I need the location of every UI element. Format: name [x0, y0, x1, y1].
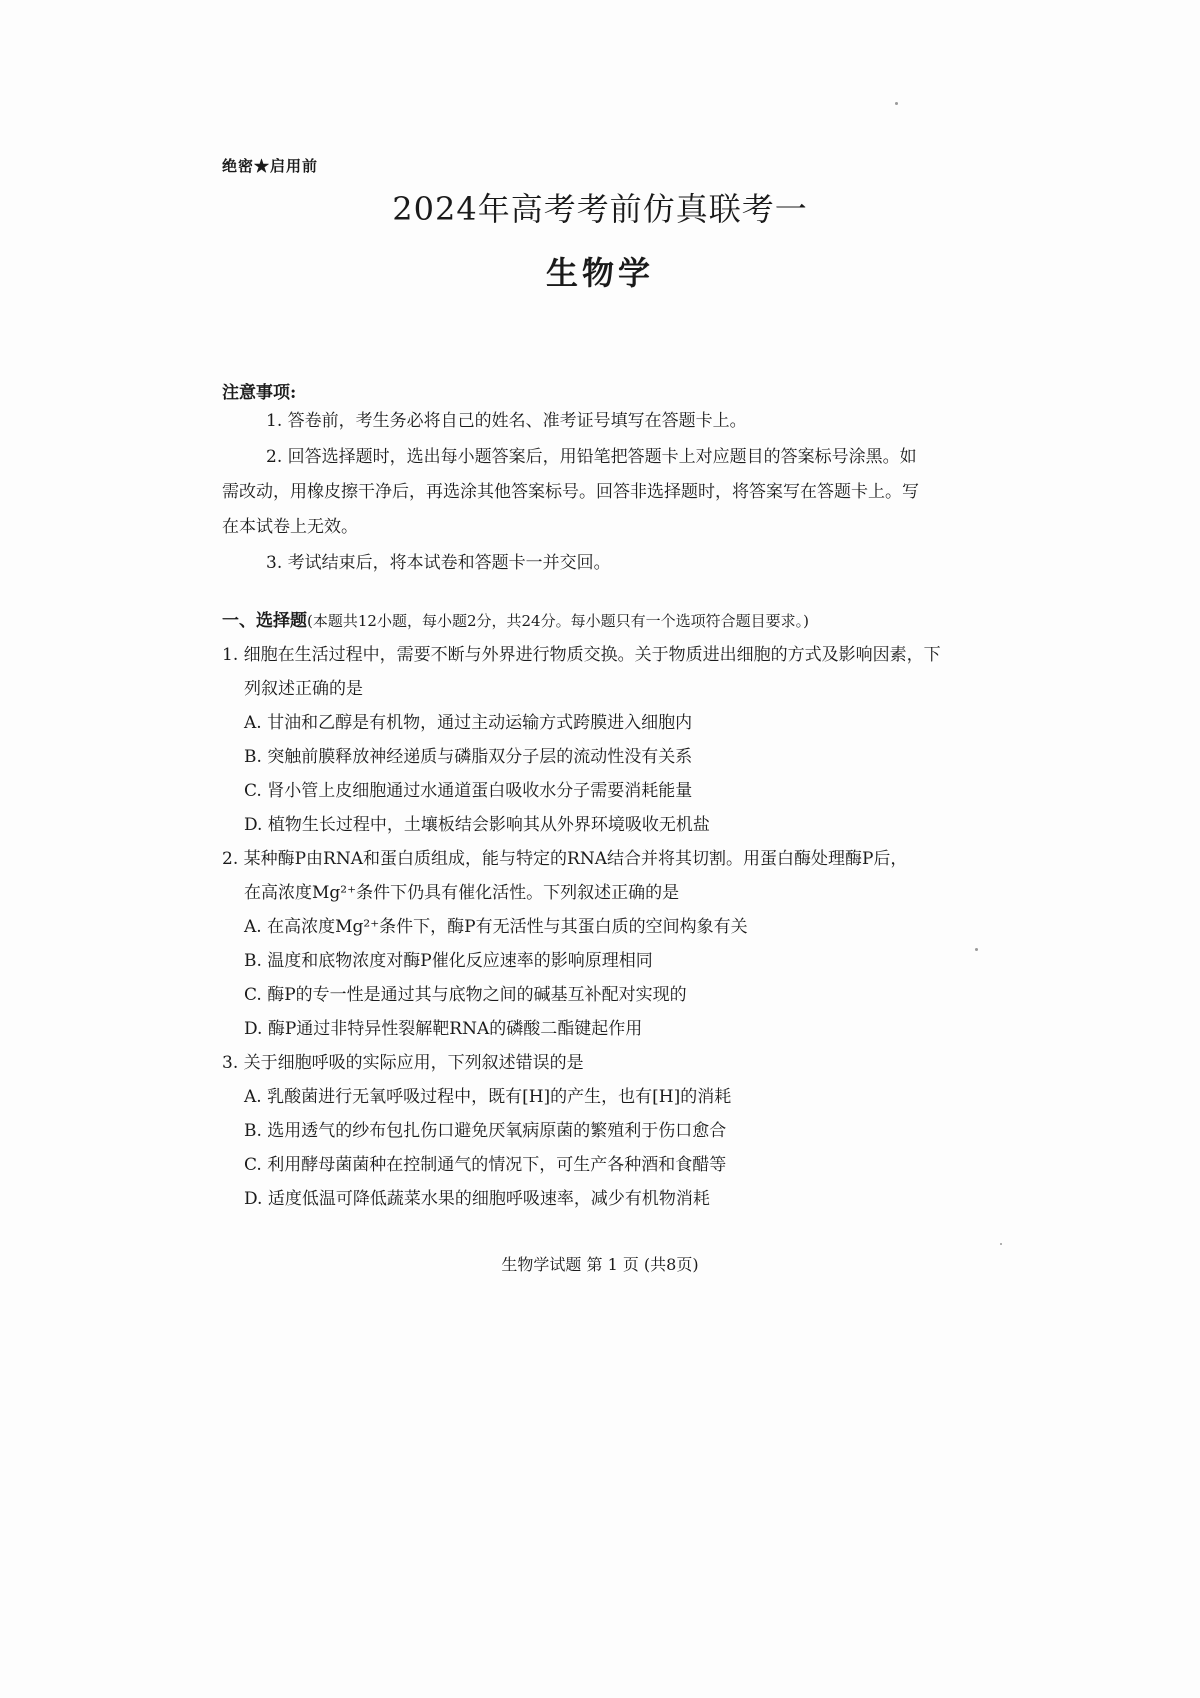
secret-label: 绝密★启用前 — [222, 157, 319, 175]
question-3-option-a: A. 乳酸菌进行无氧呼吸过程中，既有[H]的产生，也有[H]的消耗 — [244, 1087, 732, 1107]
question-3-option-b: B. 选用透气的纱布包扎伤口避免厌氧病原菌的繁殖利于伤口愈合 — [244, 1121, 727, 1141]
question-1-option-c: C. 肾小管上皮细胞通过水通道蛋白吸收水分子需要消耗能量 — [244, 781, 693, 801]
question-3-option-d: D. 适度低温可降低蔬菜水果的细胞呼吸速率，减少有机物消耗 — [244, 1189, 710, 1209]
section-heading — [222, 606, 809, 631]
question-1-stem-line-2: 列叙述正确的是 — [244, 679, 363, 699]
question-2-stem-line-2: 在高浓度Mg²⁺条件下仍具有催化活性。下列叙述正确的是 — [244, 883, 680, 903]
section-title: 一、选择题 — [222, 611, 307, 631]
exam-title: 2024年高考考前仿真联考一 — [392, 190, 808, 228]
scan-speck — [1000, 1243, 1002, 1245]
question-2-option-b: B. 温度和底物浓度对酶P催化反应速率的影响原理相同 — [244, 951, 653, 971]
notice-item-2-line-3: 在本试卷上无效。 — [222, 517, 358, 537]
question-3-stem-line-1: 3. 关于细胞呼吸的实际应用，下列叙述错误的是 — [222, 1053, 584, 1073]
scan-speck — [975, 948, 978, 951]
section-note: (本题共12小题，每小题2分，共24分。每小题只有一个选项符合题目要求。) — [307, 612, 809, 630]
question-1-option-a: A. 甘油和乙醇是有机物，通过主动运输方式跨膜进入细胞内 — [244, 713, 693, 733]
notice-item-2-line-1: 2. 回答选择题时，选出每小题答案后，用铅笔把答题卡上对应题目的答案标号涂黑。如 — [266, 447, 917, 467]
question-3-option-c: C. 利用酵母菌菌种在控制通气的情况下，可生产各种酒和食醋等 — [244, 1155, 727, 1175]
notice-item-3: 3. 考试结束后，将本试卷和答题卡一并交回。 — [266, 553, 611, 573]
question-1-stem-line-1: 1. 细胞在生活过程中，需要不断与外界进行物质交换。关于物质进出细胞的方式及影响因素，下 — [222, 645, 941, 665]
scan-speck — [895, 102, 898, 105]
question-2-option-a: A. 在高浓度Mg²⁺条件下，酶P有无活性与其蛋白质的空间构象有关 — [244, 917, 748, 937]
notice-item-1: 1. 答卷前，考生务必将自己的姓名、准考证号填写在答题卡上。 — [266, 411, 747, 431]
question-1-option-d: D. 植物生长过程中，土壤板结会影响其从外界环境吸收无机盐 — [244, 815, 710, 835]
question-2-option-d: D. 酶P通过非特异性裂解靶RNA的磷酸二酯键起作用 — [244, 1019, 643, 1039]
page-footer: 生物学试题 第 1 页 (共8页) — [501, 1255, 699, 1274]
question-1-option-b: B. 突触前膜释放神经递质与磷脂双分子层的流动性没有关系 — [244, 747, 693, 767]
question-2-option-c: C. 酶P的专一性是通过其与底物之间的碱基互补配对实现的 — [244, 985, 687, 1005]
notice-heading: 注意事项: — [222, 383, 297, 403]
subject-title: 生物学 — [545, 254, 654, 292]
question-2-stem-line-1: 2. 某种酶P由RNA和蛋白质组成，能与特定的RNA结合并将其切割。用蛋白酶处理酶P后， — [222, 849, 908, 869]
notice-item-2-line-2: 需改动，用橡皮擦干净后，再选涂其他答案标号。回答非选择题时，将答案写在答题卡上。写 — [222, 482, 919, 502]
